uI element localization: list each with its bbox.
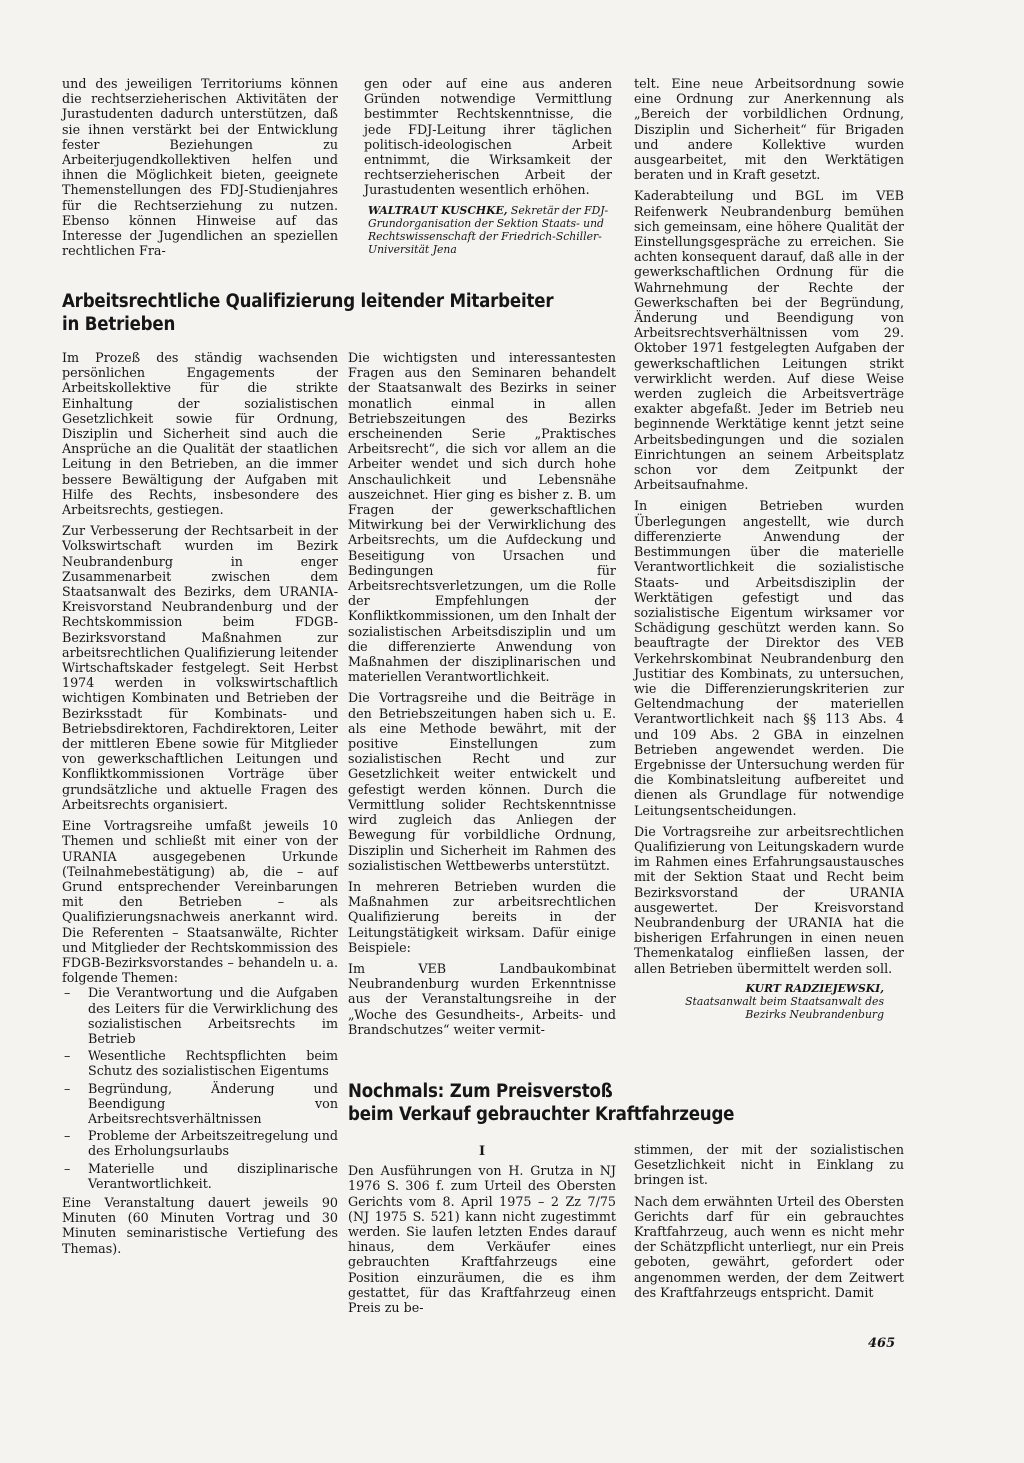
article1-col3-p1: telt. Eine neue Arbeitsordnung sowie eine Ordnung zur Anerkennung als „Bereich der vorbildlichen Ordnung, Disziplin und Sicherheit“ für Brigaden und andere Kollektive wurden ausgearbeitet, mit den Werktätigen beraten und in Kraft gesetzt. — [634, 76, 904, 183]
top-column-1 — [62, 76, 338, 264]
article1-column-1 — [62, 350, 338, 1320]
article1-headline-line2: in Betrieben — [62, 314, 176, 335]
article2-column-2 — [348, 1142, 616, 1322]
list-item: – Die Verantwortung und die Aufgaben des Leiters für die Verwirklichung des sozialistischen Arbeitsrechts im Betrieb — [62, 985, 338, 1046]
article1-col2-p1: Die wichtigsten und interessantesten Fragen aus den Seminaren behandelt der Staatsanwalt des Bezirks in seiner monatlich einmal in allen Betriebszeitungen des Bezirks erscheinenden Serie „Praktisches Arbeitsrecht“, die sich vor allem an die Arbeiter wendet und sich durch hohe Anschaulichkeit und Lebensnähe auszeichnet. Hier ging es bisher z. B. um Fragen der gewerkschaftlichen Mitwirkung bei der Verwirklichung des Arbeitsrechts, um die Aufdeckung und Beseitigung von Ursachen und Bedingungen für Arbeitsrechtsverletzungen, um die Rolle der Empfehlungen der Konfliktkommissionen, um den Inhalt der sozialistischen Arbeitsdisziplin und um die differenzierte Anwendung von Maßnahmen der disziplinarischen und materiellen Verantwortlichkeit. — [348, 350, 616, 685]
themen-list — [62, 985, 338, 1191]
article1-headline — [62, 290, 582, 336]
article1-col2-p2: Die Vortragsreihe und die Beiträge in den Betriebszeitungen haben sich u. E. als eine Methode bewährt, mit der positive Einstellungen zum sozialistischen Recht und zur Gesetzlichkeit weiter entwickelt und gefestigt werden können. Durch die Vermittlung solider Rechtskenntnisse wird zugleich das Anliegen der Bewegung für vorbildliche Ordnung, Disziplin und Sicherheit im Rahmen des sozialistischen Wettbewerbs unterstützt. — [348, 690, 616, 873]
signature-name: KURT RADZIEJEWSKI, — [745, 981, 884, 995]
page-number: 465 — [868, 1336, 896, 1351]
article1-column-2 — [348, 350, 616, 1037]
article1-headline-line1: Arbeitsrechtliche Qualifizierung leitender Mitarbeiter — [62, 291, 554, 312]
signature-name: WALTRAUT KUSCHKE, — [368, 203, 508, 217]
article1-col1-p4: Eine Veranstaltung dauert jeweils 90 Minuten (60 Minuten Vortrag und 30 Minuten seminaristische Vertiefung des Themas). — [62, 1194, 338, 1256]
article1-col2-p3: In mehreren Betrieben wurden die Maßnahmen zur arbeitsrechtlichen Qualifizierung bereits in der Leitungstätigkeit wirksam. Dafür einige Beispiele: — [348, 878, 616, 955]
article1-col3-p2: Kaderabteilung und BGL im VEB Reifenwerk Neubrandenburg bemühen sich gemeinsam, eine höhere Qualität der Einstellungsgespräche zu erreichen. Sie achten konsequent darauf, daß alle in der gewerkschaftlichen Ordnung für die Wahrnehmung der Rechte der Gewerkschaften bei der Begründung, Änderung und Beendigung von Arbeitsrechtsverhältnissen vom 29. Oktober 1971 festgelegten Aufgaben der gewerkschaftlichen Leitungen strikt verwirklicht werden. Auf diese Weise werden zugleich die Arbeitsverträge exakter abgefaßt. Jeder im Betrieb neu beginnende Werktätige kennt jetzt seine Arbeitsbedingungen und die sozialen Einrichtungen an seinem Arbeitsplatz schon vor dem Zeitpunkt der Arbeitsaufnahme. — [634, 188, 904, 493]
signature-affiliation: Sekretär der FDJ-Grundorganisation der Sektion Staats- und Rechtswissenschaft der Friedrich-Schiller-Universität Jena — [368, 203, 609, 256]
article2-col2-text: Den Ausführungen von H. Grutza in NJ 1976 S. 306 f. zum Urteil des Obersten Gerichts vom 8. April 1975 – 2 Zz 7/75 (NJ 1975 S. 521) kann nicht zugestimmt werden. Sie laufen letzten Endes darauf hinaus, dem Verkäufer eines gebrauchten Kraftfahrzeugs eine Position einzuräumen, die es ihm gestattet, für das Kraftfahrzeug einen Preis zu be- — [348, 1163, 616, 1316]
article2-col3-p1: stimmen, der mit der sozialistischen Gesetzlichkeit nicht in Einklang zu bringen ist. — [634, 1142, 904, 1188]
article1-col1-p1: Im Prozeß des ständig wachsenden persönlichen Engagements der Arbeitskollektive für die strikte Einhaltung der sozialistischen Gesetzlichkeit sowie für Ordnung, Disziplin und Sicherheit sind auch die Ansprüche an die Qualität der staatlichen Leitung in den Betrieben, an die immer bessere Bewältigung der Aufgaben mit Hilfe des Rechts, insbesondere des Arbeitsrechts, gestiegen. — [62, 350, 338, 518]
article2-headline-line2: beim Verkauf gebrauchter Kraftfahrzeuge — [348, 1104, 735, 1125]
article1-column-3 — [634, 76, 904, 1021]
top-col1-text: und des jeweiligen Territoriums können die rechtserzieherischen Aktivitäten der Jurastudenten dadurch unterstützen, daß sie ihnen verstärkt bei der Entwicklung fester Beziehungen zu Arbeiterjugendkollektiven helfen und ihnen die Möglichkeit bieten, geeignete Themenstellungen des FDJ-Studienjahres für die Rechtserziehung zu nutzen. Ebenso können Hinweise auf das Interesse der Jugendlichen an speziellen rechtlichen Fra- — [62, 76, 338, 259]
article2-headline-line1: Nochmals: Zum Preisverstoß — [348, 1081, 613, 1102]
article2-col3-p2: Nach dem erwähnten Urteil des Obersten Gerichts darf für ein gebrauchtes Kraftfahrzeug, auch wenn es nicht mehr der Schätzpflicht unterliegt, nur ein Preis geboten, gewährt, gefordert oder angenommen werden, der dem Zeitwert des Kraftfahrzeugs entspricht. Damit — [634, 1193, 904, 1300]
article2-column-3 — [634, 1142, 904, 1322]
signature-affiliation: Staatsanwalt beim Staatsanwalt des Bezirks Neubrandenburg — [685, 994, 884, 1021]
top-column-2 — [364, 76, 612, 272]
article1-col1-p2: Zur Verbesserung der Rechtsarbeit in der Volkswirtschaft wurden im Bezirk Neubrandenburg in enger Zusammenarbeit zwischen dem Staatsanwalt des Bezirks, dem URANIA-Kreisvorstand Neubrandenburg und der Rechtskommission beim FDGB-Bezirksvorstand Maßnahmen zur arbeitsrechtlichen Qualifizierung leitender Wirtschaftskader festgelegt. Seit Herbst 1974 werden in volkswirtschaftlich wichtigen Kombinaten und Betrieben der Bezirksstadt für Kombinats- und Betriebsdirektoren, Fachdirektoren, Leiter der mittleren Ebene sowie für Mitglieder von gewerkschaftlichen Leitungen und Konfliktkommissionen Vorträge über grundsätzliche und aktuelle Fragen des Arbeitsrechts organisiert. — [62, 523, 338, 812]
article1-col2-p4: Im VEB Landbaukombinat Neubrandenburg wurden Erkenntnisse aus der Veranstaltungsreihe in der „Woche des Gesundheits-, Arbeits- und Brandschutzes“ weiter vermit- — [348, 960, 616, 1037]
signature-radziejewski — [634, 982, 904, 1021]
section-numeral: I — [478, 1144, 486, 1159]
list-item: – Materielle und disziplinarische Verantwortlichkeit. — [62, 1161, 338, 1191]
top-col2-text: gen oder auf eine aus anderen Gründen notwendige Vermittlung bestimmter Rechtskenntnisse, die jede FDJ-Leitung ihrer täglichen politisch-ideologischen Arbeit entnimmt, die Wirksamkeit der rechtserzieherischen Arbeit der Jurastudenten wesentlich erhöhen. — [364, 76, 612, 198]
article1-col1-p3: Eine Vortragsreihe umfaßt jeweils 10 Themen und schließt mit einer von der URANIA ausgegebenen Urkunde (Teilnahmebestätigung) ab, die – auf Grund entsprechender Vereinbarungen mit den Betrieben – als Qualifizierungsnachweis anerkannt wird. Die Referenten – Staatsanwälte, Richter und Mitglieder der Rechtskommission des FDGB-Bezirksvorstandes – behandeln u. a. folgende Themen: — [62, 818, 338, 986]
list-item: – Begründung, Änderung und Beendigung von Arbeitsrechtsverhältnissen — [62, 1081, 338, 1127]
article1-col3-p3: In einigen Betrieben wurden Überlegungen angestellt, wie durch differenzierte Anwendung der Bestimmungen über die materielle Verantwortlichkeit die sozialistische Staats- und Arbeitsdisziplin der Werktätigen gefestigt und das sozialistische Eigentum wirksamer vor Schädigung geschützt werden kann. So beauftragte der Direktor des VEB Verkehrskombinat Neubrandenburg den Justitiar des Kombinats, zu untersuchen, wie die Differenzierungskriterien zur Geltendmachung der materiellen Verantwortlichkeit nach §§ 113 Abs. 4 und 109 Abs. 2 GBA in einzelnen Betrieben angewendet werden. Die Ergebnisse der Untersuchung werden für die Kombinatsleitung aufbereitet und dienen als Grundlage für notwendige Leitungsentscheidungen. — [634, 498, 904, 818]
list-item: – Wesentliche Rechtspflichten beim Schutz des sozialistischen Eigentums — [62, 1048, 338, 1078]
article1-col3-p4: Die Vortragsreihe zur arbeitsrechtlichen Qualifizierung von Leitungskadern wurde im Rahmen eines Erfahrungsaustausches mit der Sektion Staat und Recht beim Bezirksvorstand der URANIA ausgewertet. Der Kreisvorstand Neubrandenburg der URANIA hat die bisherigen Erfahrungen in einen neuen Themenkatalog einfließen lassen, der allen Betrieben übermittelt werden soll. — [634, 823, 904, 976]
article2-headline — [348, 1080, 908, 1126]
signature-kuschke — [364, 204, 612, 256]
list-item: – Probleme der Arbeitszeitregelung und des Erholungsurlaubs — [62, 1128, 338, 1158]
